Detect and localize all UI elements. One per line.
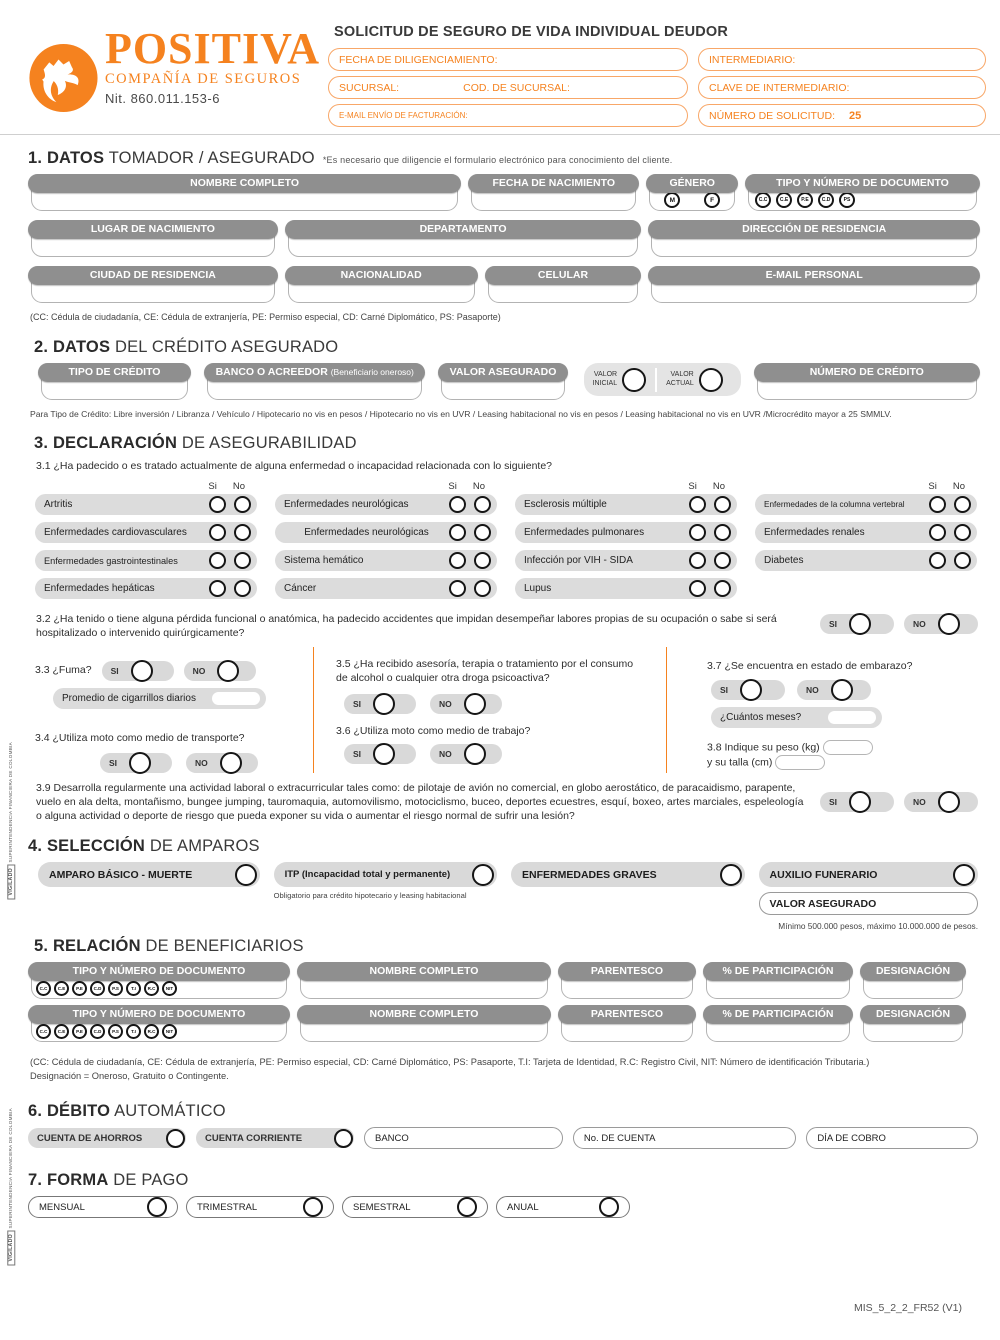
doc-ce-checkbox[interactable]: C.E <box>54 981 69 996</box>
question-3-3: 3.3 ¿Fuma? <box>35 664 92 677</box>
doc-ps-checkbox[interactable]: P.S <box>108 1024 123 1039</box>
field-benef-nombre: NOMBRE COMPLETO <box>297 1005 551 1042</box>
si-checkbox[interactable] <box>209 580 226 597</box>
doc-pe-checkbox[interactable]: P.E <box>72 981 87 996</box>
amparo-basico-option[interactable]: AMPARO BÁSICO - MUERTE <box>38 862 260 887</box>
field-banco-acreedor: BANCO O ACREEDOR (Beneficiario oneroso) <box>204 363 426 400</box>
field-intermediario[interactable]: INTERMEDIARIO: <box>698 48 986 71</box>
disease-row: Enfermedades de la columna vertebral <box>755 494 977 515</box>
si-checkbox[interactable] <box>929 496 946 513</box>
no-checkbox[interactable] <box>234 580 251 597</box>
disease-col-3: Si No Esclerosis múltiple Enfermedades pulmonares Infección por VIH - SIDA Lupus <box>515 481 737 606</box>
doc-cd-checkbox[interactable]: C.D <box>90 1024 105 1039</box>
section2-footnote: Para Tipo de Crédito: Libre inversión / Libranza / Vehículo / Hipotecario no vis en pesos / Hipotecario no vis en UVR / Leasing habitacional no vis en pesos / Leasing habitacional no vis en UVR /Microcrédito mayor a 25 SMMLV. <box>30 409 892 419</box>
field-email-personal: E-MAIL PERSONAL <box>648 266 980 303</box>
si-checkbox[interactable] <box>929 552 946 569</box>
q35-si[interactable]: SI <box>344 694 416 714</box>
field-valor-asegurado: VALOR ASEGURADO <box>438 363 567 400</box>
doc-rc-checkbox[interactable]: R.C <box>144 981 159 996</box>
pago-anual-option[interactable]: ANUAL <box>496 1196 630 1218</box>
disease-row: Sistema hemático <box>275 550 497 571</box>
q35-q36-column <box>314 647 666 773</box>
pago-mensual-option[interactable]: MENSUAL <box>28 1196 178 1218</box>
cuenta-corriente-option[interactable]: CUENTA CORRIENTE <box>196 1128 354 1148</box>
field-clave-intermediario[interactable]: CLAVE DE INTERMEDIARIO: <box>698 76 986 99</box>
disease-row: Enfermedades renales <box>755 522 977 543</box>
question-3-9: 3.9 Desarrolla regularmente una actividad laboral o extracurricular tales como: de pilotaje de avión no comercial, en globo aerostático, de paracaidismo, parapente, vuelo en ala delta, montañismo, bungee jumping, tauromaquia, automovilismo, motociclismo, buceo, deportes ecuestres, esquí, boxeo, artes marciales, espeleología o alguna actividad o deporte de riesgo que pueda exponer su vida o aumentar el riesgo normal de sufrir una lesión? <box>36 781 804 823</box>
no-checkbox[interactable] <box>714 552 731 569</box>
header <box>0 0 1000 135</box>
doc-cd-checkbox[interactable]: C.D <box>90 981 105 996</box>
banco-field[interactable]: BANCO <box>364 1127 563 1149</box>
doc-pe-checkbox[interactable]: P.E <box>797 192 813 208</box>
disease-row: Esclerosis múltiple <box>515 494 737 515</box>
valor-note: Mínimo 500.000 pesos, máximo 10.000.000 de pesos. <box>778 921 979 932</box>
section6-heading: 6. DÉBITO AUTOMÁTICO <box>28 1102 226 1121</box>
brand-name: POSITIVA <box>104 24 320 73</box>
valor-inicial-actual: VALOR INICIAL VALOR ACTUAL <box>584 363 741 396</box>
doc-cc-checkbox[interactable]: C.C <box>36 981 51 996</box>
q39-si[interactable]: SI <box>820 792 894 812</box>
si-checkbox[interactable] <box>689 552 706 569</box>
doc-nit-checkbox[interactable]: NIT <box>162 1024 177 1039</box>
si-checkbox[interactable] <box>209 552 226 569</box>
field-email-facturacion[interactable]: E-MAIL ENVÍO DE FACTURACIÓN: <box>328 104 688 127</box>
amparo-enfermedades-option[interactable]: ENFERMEDADES GRAVES <box>511 862 744 887</box>
si-checkbox[interactable] <box>449 552 466 569</box>
field-benef-participacion: % DE PARTICIPACIÓN <box>703 1005 853 1042</box>
peso-input[interactable] <box>823 740 873 755</box>
section5-footnote: (CC: Cédula de ciudadanía, CE: Cédula de extranjería, PE: Permiso especial, CD: Carné Diplomático, PS: Pasaporte, T.I: Tarjeta de Identidad, R.C: Registro Civil, NIT: Número de identificación Tributaria.) Designación = Oneroso, Gratuito o Contingente. <box>30 1057 870 1082</box>
field-numero-credito: NÚMERO DE CRÉDITO <box>754 363 980 400</box>
promedio-input[interactable] <box>212 692 260 705</box>
section1-footnote: (CC: Cédula de ciudadanía, CE: Cédula de extranjería, PE: Permiso especial, CD: Carné Diplomático, PS: Pasaporte) <box>30 312 501 322</box>
field-fecha-nacimiento: FECHA DE NACIMIENTO <box>468 174 639 211</box>
disease-row: Enfermedades gastrointestinales <box>35 550 257 571</box>
q32-no[interactable]: NO <box>904 614 978 634</box>
question-3-4: 3.4 ¿Utiliza moto como medio de transporte? <box>35 731 245 744</box>
valor-inicial-checkbox[interactable] <box>622 368 646 392</box>
field-benef-parentesco: PARENTESCO <box>558 962 696 999</box>
field-sucursal[interactable]: SUCURSAL: COD. DE SUCURSAL: <box>328 76 688 99</box>
valor-actual-checkbox[interactable] <box>699 368 723 392</box>
field-ciudad-residencia: CIUDAD DE RESIDENCIA <box>28 266 278 303</box>
si-checkbox[interactable] <box>449 580 466 597</box>
field-numero-solicitud[interactable]: NÚMERO DE SOLICITUD: 25 <box>698 104 986 127</box>
section3-heading: 3. DECLARACIÓN DE ASEGURABILIDAD <box>34 434 357 452</box>
q34-no[interactable]: NO <box>186 753 258 773</box>
promedio-cigarrillos-field[interactable]: Promedio de cigarrillos diarios <box>53 688 266 709</box>
field-benef-parentesco: PARENTESCO <box>558 1005 696 1042</box>
disease-row: Enfermedades neurológicas <box>275 494 497 515</box>
q37-no[interactable]: NO <box>797 680 871 700</box>
q34-si[interactable]: SI <box>100 753 172 773</box>
field-nombre-completo: NOMBRE COMPLETO <box>28 174 461 211</box>
field-benef-nombre: NOMBRE COMPLETO <box>297 962 551 999</box>
question-3-2: 3.2 ¿Ha tenido o tiene alguna pérdida funcional o anatómica, ha padecido accidentes que impidan desempeñar labores propias de su ocupación o sabe si será hospitalizado o intervenido quirúrgicamente? <box>36 613 777 640</box>
disease-row: Enfermedades hepáticas <box>35 578 257 599</box>
si-checkbox[interactable] <box>209 524 226 541</box>
doc-ti-checkbox[interactable]: T.I <box>126 1024 141 1039</box>
doc-cc-checkbox[interactable]: C.C <box>36 1024 51 1039</box>
section4-heading: 4. SELECCIÓN DE AMPAROS <box>28 837 260 856</box>
no-checkbox[interactable] <box>954 524 971 541</box>
field-tipo-credito: TIPO DE CRÉDITO <box>38 363 191 400</box>
doc-ps-checkbox[interactable]: P.S <box>108 981 123 996</box>
section1-heading: 1. DATOS TOMADOR / ASEGURADO *Es necesario que diligencie el formulario electrónico para conocimiento del cliente. <box>28 149 673 167</box>
disease-col-4: Si No Enfermedades de la columna vertebral Enfermedades renales Diabetes <box>755 481 977 606</box>
si-checkbox[interactable] <box>449 496 466 513</box>
q39-no[interactable]: NO <box>904 792 978 812</box>
itp-note: Obligatorio para crédito hipotecario y leasing habitacional <box>273 891 467 901</box>
q32-si[interactable]: SI <box>820 614 894 634</box>
doc-cc-checkbox[interactable]: C.C <box>755 192 771 208</box>
disease-row: Diabetes <box>755 550 977 571</box>
no-checkbox[interactable] <box>954 552 971 569</box>
no-checkbox[interactable] <box>234 552 251 569</box>
si-checkbox[interactable] <box>209 496 226 513</box>
disease-row: Enfermedades neurológicas <box>275 522 497 543</box>
form-title: SOLICITUD DE SEGURO DE VIDA INDIVIDUAL DEUDOR <box>334 24 729 40</box>
no-checkbox[interactable] <box>474 580 491 597</box>
field-nacionalidad: NACIONALIDAD <box>285 266 478 303</box>
field-direccion-residencia: DIRECCIÓN DE RESIDENCIA <box>648 220 980 257</box>
doc-pe-checkbox[interactable]: P.E <box>72 1024 87 1039</box>
valor-asegurado-auxilio-field[interactable]: VALOR ASEGURADO <box>759 892 978 915</box>
q37-si[interactable]: SI <box>711 680 785 700</box>
field-fecha-diligenciamiento[interactable]: FECHA DE DILIGENCIAMIENTO: <box>328 48 688 71</box>
doc-cd-checkbox[interactable]: C.D <box>818 192 834 208</box>
genero-m-checkbox[interactable]: M <box>664 192 680 208</box>
numero-cuenta-field[interactable]: No. DE CUENTA <box>573 1127 796 1149</box>
disease-row: Infección por VIH - SIDA <box>515 550 737 571</box>
question-3-6: 3.6 ¿Utiliza moto como medio de trabajo? <box>336 724 531 737</box>
q36-si[interactable]: SI <box>344 744 416 764</box>
vigilado-watermark: VIGILADO SUPERINTENDENCIA FINANCIERA DE COLOMBIA <box>8 742 15 900</box>
disease-row: Artritis <box>35 494 257 515</box>
q36-no[interactable]: NO <box>430 744 502 764</box>
disease-row: Lupus <box>515 578 737 599</box>
field-benef-participacion: % DE PARTICIPACIÓN <box>703 962 853 999</box>
disease-row: Enfermedades pulmonares <box>515 522 737 543</box>
section7-heading: 7. FORMA DE PAGO <box>28 1171 189 1190</box>
doc-ps-checkbox[interactable]: PS <box>839 192 855 208</box>
no-checkbox[interactable] <box>474 552 491 569</box>
section5-heading: 5. RELACIÓN DE BENEFICIARIOS <box>34 937 304 956</box>
brand-logo <box>28 18 320 128</box>
talla-input[interactable] <box>775 755 825 770</box>
field-celular: CELULAR <box>485 266 642 303</box>
form-code: MIS_5_2_2_FR52 (V1) <box>854 1302 962 1314</box>
si-checkbox[interactable] <box>929 524 946 541</box>
question-3-1: 3.1 ¿Ha padecido o es tratado actualmente de alguna enfermedad o incapacidad relacionada con lo siguiente? <box>36 460 553 472</box>
brand-tagline: COMPAÑÍA DE SEGUROS <box>104 70 302 87</box>
si-checkbox[interactable] <box>689 496 706 513</box>
dia-cobro-field[interactable]: DÍA DE COBRO <box>806 1127 978 1149</box>
doc-ce-checkbox[interactable]: C.E <box>54 1024 69 1039</box>
disease-row: Cáncer <box>275 578 497 599</box>
cuantos-meses-field[interactable]: ¿Cuántos meses? <box>711 707 882 728</box>
cuenta-ahorros-option[interactable]: CUENTA DE AHORROS <box>28 1128 186 1148</box>
disease-col-1: Si No Artritis Enfermedades cardiovasculares Enfermedades gastrointestinales Enfermedades hepáticas <box>35 481 257 606</box>
field-benef-designacion: DESIGNACIÓN <box>860 962 966 999</box>
brand-nit: Nit. 860.011.153-6 <box>104 90 220 106</box>
pago-semestral-option[interactable]: SEMESTRAL <box>342 1196 488 1218</box>
pago-trimestral-option[interactable]: TRIMESTRAL <box>186 1196 334 1218</box>
q33-q34-column <box>35 647 313 773</box>
no-checkbox[interactable] <box>474 496 491 513</box>
positiva-logo-icon <box>28 28 99 128</box>
field-tipo-numero-documento: TIPO Y NÚMERO DE DOCUMENTO C.C C.E P.E C.D PS <box>745 174 980 211</box>
vigilado-watermark: VIGILADO SUPERINTENDENCIA FINANCIERA DE COLOMBIA <box>8 1108 15 1266</box>
si-checkbox[interactable] <box>689 524 706 541</box>
beneficiary-row-2 <box>28 1005 980 1042</box>
amparo-auxilio-option[interactable]: AUXILIO FUNERARIO <box>759 862 978 887</box>
no-checkbox[interactable] <box>714 496 731 513</box>
no-checkbox[interactable] <box>954 496 971 513</box>
field-benef-documento: TIPO Y NÚMERO DE DOCUMENTO C.C C.E P.E C.D P.S T.I R.C NIT <box>28 962 290 999</box>
section2-heading: 2. DATOS DEL CRÉDITO ASEGURADO <box>34 338 339 356</box>
q33-no[interactable]: NO <box>184 661 256 681</box>
meses-input[interactable] <box>828 711 876 724</box>
beneficiary-row-1 <box>28 962 980 999</box>
doc-nit-checkbox[interactable]: NIT <box>162 981 177 996</box>
genero-f-checkbox[interactable]: F <box>704 192 720 208</box>
question-3-5: 3.5 ¿Ha recibido asesoría, terapia o tratamiento por el consumo de alcohol o cualquier otra droga psicoactiva? <box>336 657 634 684</box>
no-checkbox[interactable] <box>234 496 251 513</box>
no-checkbox[interactable] <box>474 524 491 541</box>
q33-si[interactable]: SI <box>102 661 174 681</box>
doc-ti-checkbox[interactable]: T.I <box>126 981 141 996</box>
field-benef-designacion: DESIGNACIÓN <box>860 1005 966 1042</box>
numero-solicitud-value: 25 <box>849 109 862 122</box>
field-lugar-nacimiento: LUGAR DE NACIMIENTO <box>28 220 278 257</box>
field-departamento: DEPARTAMENTO <box>285 220 642 257</box>
no-checkbox[interactable] <box>234 524 251 541</box>
no-checkbox[interactable] <box>714 524 731 541</box>
q35-no[interactable]: NO <box>430 694 502 714</box>
doc-rc-checkbox[interactable]: R.C <box>144 1024 159 1039</box>
field-benef-documento: TIPO Y NÚMERO DE DOCUMENTO C.C C.E P.E C.D P.S T.I R.C NIT <box>28 1005 290 1042</box>
question-3-7: 3.7 ¿Se encuentra en estado de embarazo? <box>707 659 913 672</box>
field-genero: GÉNERO M F <box>646 174 738 211</box>
no-checkbox[interactable] <box>714 580 731 597</box>
amparo-itp-option[interactable]: ITP (Incapacidad total y permanente) <box>274 862 497 887</box>
si-checkbox[interactable] <box>449 524 466 541</box>
field-cod-sucursal[interactable]: COD. DE SUCURSAL: <box>463 81 570 94</box>
doc-ce-checkbox[interactable]: C.E <box>776 192 792 208</box>
si-checkbox[interactable] <box>689 580 706 597</box>
disease-row: Enfermedades cardiovasculares <box>35 522 257 543</box>
question-3-8: 3.8 Indique su peso (kg) y su talla (cm) <box>707 740 980 770</box>
disease-col-2: Si No Enfermedades neurológicas Enfermedades neurológicas Sistema hemático Cáncer <box>275 481 497 606</box>
q37-q38-column <box>667 647 980 773</box>
